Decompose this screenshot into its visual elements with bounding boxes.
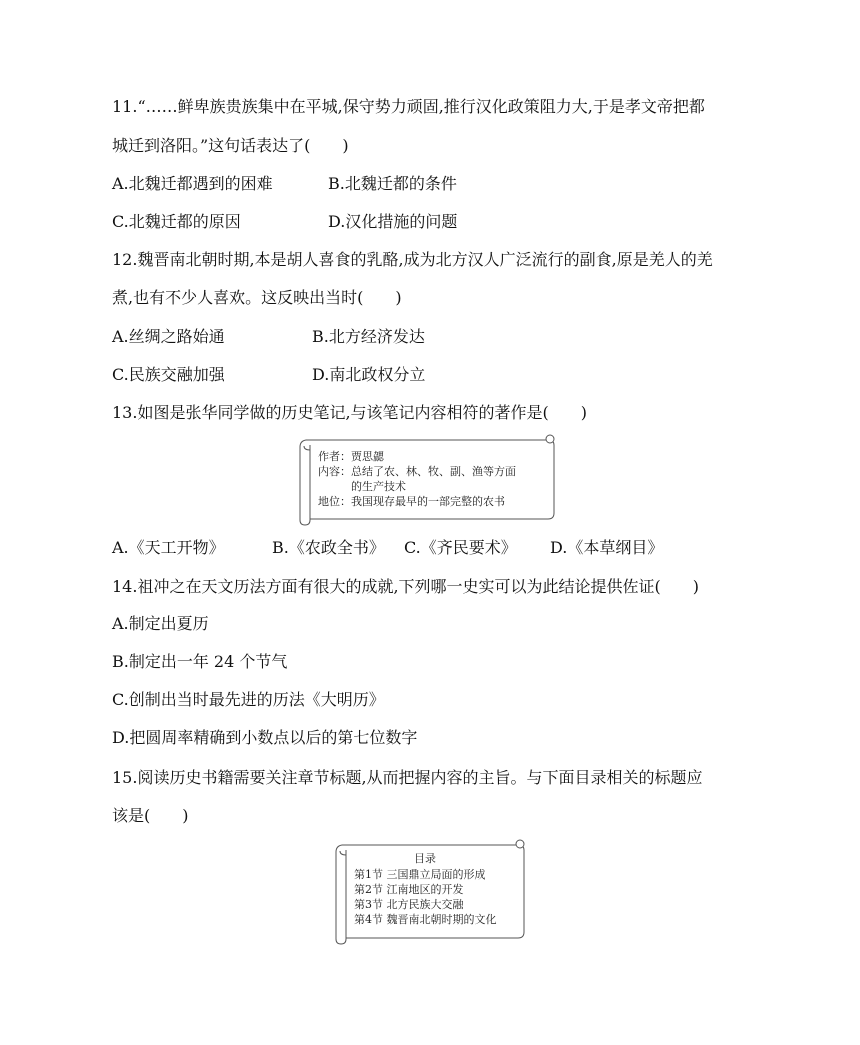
- q11-option-d: D.汉化措施的问题: [328, 212, 458, 231]
- q14-option-c: C.创制出当时最先进的历法《大明历》: [112, 690, 385, 709]
- q14-option-d: D.把圆周率精确到小数点以后的第七位数字: [112, 728, 418, 747]
- q11-option-a: A.北魏迁都遇到的困难: [112, 174, 273, 193]
- toc-item-1: 第1节 三国鼎立局面的形成: [354, 868, 486, 881]
- note-author: 作者：贾思勰: [318, 450, 384, 463]
- q11-option-c: C.北魏迁都的原因: [112, 212, 241, 231]
- q12-stem-line2: 煮,也有不少人喜欢。这反映出当时( ): [112, 288, 402, 307]
- q12-option-a: A.丝绸之路始通: [112, 327, 225, 346]
- q12-option-c: C.民族交融加强: [112, 365, 225, 384]
- q11-stem-line1: 11.“……鲜卑族贵族集中在平城,保守势力顽固,推行汉化政策阻力大,于是孝文帝把都: [112, 97, 705, 116]
- q13-option-a: A.《天工开物》: [112, 538, 225, 557]
- q13-option-c: C.《齐民要术》: [404, 538, 517, 557]
- q13-option-d: D.《本草纲目》: [550, 538, 664, 557]
- q12-stem-line1: 12.魏晋南北朝时期,本是胡人喜食的乳酪,成为北方汉人广泛流行的副食,原是羌人的羌: [112, 250, 713, 269]
- scroll-frame-icon: [296, 433, 558, 527]
- q14-option-b: B.制定出一年 24 个节气: [112, 652, 288, 671]
- q13-option-b: B.《农政全书》: [272, 538, 385, 557]
- q11-option-b: B.北魏迁都的条件: [328, 174, 457, 193]
- note-content-line1: 内容：总结了农、林、牧、副、渔等方面: [318, 465, 516, 478]
- toc-scroll: [332, 838, 528, 946]
- toc-item-2: 第2节 江南地区的开发: [354, 883, 464, 896]
- note-status: 地位：我国现存最早的一部完整的农书: [318, 495, 505, 508]
- note-content-line2: 的生产技术: [351, 480, 406, 493]
- q14-stem: 14.祖冲之在天文历法方面有很大的成就,下列哪一史实可以为此结论提供佐证( ): [112, 577, 700, 596]
- history-note-scroll: [296, 433, 558, 527]
- toc-item-4: 第4节 魏晋南北朝时期的文化: [354, 913, 497, 926]
- q14-option-a: A.制定出夏历: [112, 614, 209, 633]
- q12-option-d: D.南北政权分立: [312, 365, 426, 384]
- q12-option-b: B.北方经济发达: [312, 327, 425, 346]
- q15-stem-line1: 15.阅读历史书籍需要关注章节标题,从而把握内容的主旨。与下面目录相关的标题应: [112, 768, 703, 787]
- q15-stem-line2: 该是( ): [112, 806, 189, 825]
- q13-stem: 13.如图是张华同学做的历史笔记,与该笔记内容相符的著作是( ): [112, 403, 588, 422]
- toc-item-3: 第3节 北方民族大交融: [354, 898, 464, 911]
- q11-stem-line2: 城迁到洛阳。”这句话表达了( ): [112, 136, 349, 155]
- toc-title: 目录: [414, 852, 436, 865]
